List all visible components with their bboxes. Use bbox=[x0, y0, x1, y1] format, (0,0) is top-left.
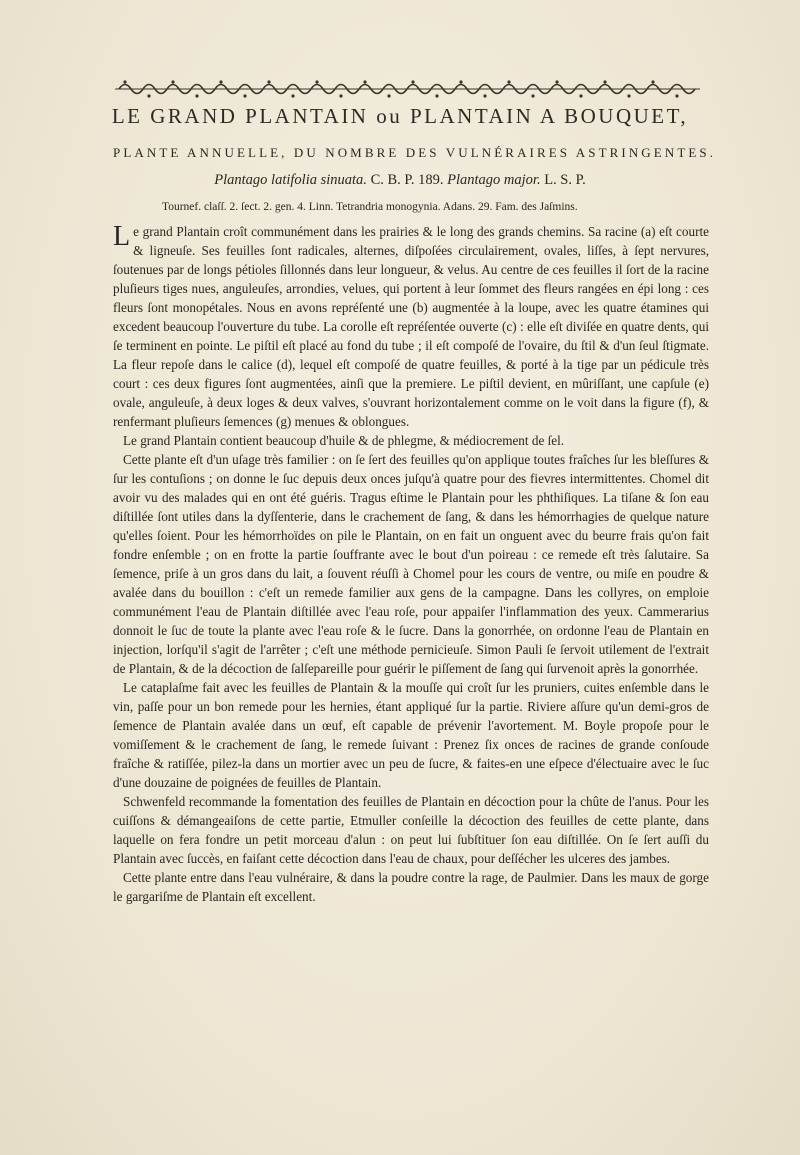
synonym-latifolia: Plantago latifolia sinuata. bbox=[214, 172, 367, 188]
paragraph-fomentation: Schwenfeld recommande la fomentation des feuilles de Plantain en décoction pour la chûte de l'anus. Pour les cuiſſons & démangeaiſons de cette partie, Etmuller conſeille la décoction des feuilles de cette plante, dans laquelle on fera fondre un petit morceau d'alun : on peut lui ſubſtituer ſon eau diſtillée. On ſe ſert auſſi du Plantain avec ſuccès, en faiſant cette décoction dans l'eau de chaux, pour deſſécher les ulceres des jambes. bbox=[113, 794, 709, 866]
paragraph-description-text: e grand Plantain croît communément dans les prairies & le long des grands chemins. Sa racine (a) eſt courte & ligneuſe. Ses feuilles ſont radicales, alternes, diſpoſées circulairement, ovales, liſſes, à ſept nervures, ſoutenues par de longs pétioles ſillonnés dans leur longueur, & velus. Au centre de ces feuilles il ſort de la racine pluſieurs tiges nues, anguleuſes, arrondies, velues, qui portent à leur ſommet des fleurs rangées en épi long : ces fleurs ſont monopétales. Nous en avons repréſenté une (b) augmentée à la loupe, avec les quatre étamines qui excedent beaucoup l'ouverture du tube. La corolle eſt repréſentée ouverte (c) : elle eſt diviſée en quatre dents, qui ſe terminent en pointe. Le piſtil eſt placé au fond du tube ; il eſt compoſé de l'ovaire, du ſtil & d'un ſeul ſtigmate. La fleur repoſe dans le calice (d), lequel eſt compoſé de quatre feuilles, & porté à la tige par un pédicule très court : ces deux figures ſont augmentées, ainſi que la premiere. Le piſtil devient, en mûriſſant, une capſule (e) ovale, anguleuſe, à deux loges & deux valves, s'ouvrant horizontalement comme on le voit dans la figure (f), & renfermant pluſieurs ſemences (g) menues & oblongues. bbox=[113, 224, 709, 429]
synonym-major: Plantago major. bbox=[447, 172, 541, 188]
paragraph-description bbox=[113, 222, 709, 431]
page-title: LE GRAND PLANTAIN ou PLANTAIN A BOUQUET, bbox=[111, 104, 689, 128]
body-text bbox=[113, 222, 709, 906]
botanical-synonyms bbox=[0, 172, 800, 189]
drop-cap: L bbox=[113, 221, 131, 252]
paragraph-composition: Le grand Plantain contient beaucoup d'huile & de phlegme, & médiocrement de ſel. bbox=[123, 433, 565, 448]
decorative-border bbox=[115, 78, 700, 100]
synonym-cbp: C. B. P. 189. bbox=[366, 172, 448, 188]
paragraph-cataplasm: Le cataplaſme fait avec les feuilles de Plantain & la mouſſe qui croît ſur les pruniers, cuites enſemble dans le vin, paſſe pour un bon remede pour les hernies, étant appliqué ſur la partie. Riviere aſſure qu'un demi-gros de ſemence de Plantain avalée dans un œuf, eſt capable de prévenir l'avortement. M. Boyle propoſe pour le vomiſſement & le crachement de ſang, le remede ſuivant : Prenez ſix onces de racines de grande conſoude fraîche & ratiſſée, pilez-la dans un mortier avec un peu de ſucre, & faites-en une eſpece d'électuaire avec le ſuc d'une douzaine de poignées de feuilles de Plantain. bbox=[113, 680, 709, 790]
paragraph-uses: Cette plante eſt d'un uſage très familier : on ſe ſert des feuilles qu'on applique toutes fraîches ſur les bleſſures & ſur les contuſions ; on donne le ſuc depuis deux onces juſqu'à quatre pour des fievres intermittentes. Chomel dit avoir vu des malades qui en ont été guéris. Tragus eſtime le Plantain pour les phthiſiques. La tiſane & ſon eau diſtillée ſont utiles dans la dyſſenterie, dans le crachement de ſang, & dans les hémorrhagies de quelque nature qu'elles ſoient. Pour les hémorrhoïdes on pile le Plantain, on en fait un onguent avec du beurre frais qu'on fait fondre enſemble ; on en frotte la partie ſouffrante avec le bout d'un poireau : ce remede eſt très ſalutaire. Sa ſemence, priſe à un gros dans du lait, a ſouvent réuſſi à Chomel pour les cours de ventre, ou miſe en poudre & avalée dans du bouillon : c'eſt un remede familier aux gens de la campagne. Dans les collyres, on emploie communément l'eau de Plantain diſtillée avec l'eau roſe, pour appaiſer l'inflammation des yeux. Cammerarius donnoit le ſuc de toute la plante avec l'eau roſe & le ſucre. Dans la gonorrhée, on ordonne l'eau de Plantain en injection, lorſqu'il s'agit de l'arrêter ; c'eſt une méthode pernicieuſe. Simon Pauli ſe ſervoit utilement de l'extrait de Plantain, & de la décoction de ſalſepareille pour guérir le piſſement de ſang qui ſurvenoit après la gonorrhée. bbox=[113, 452, 709, 676]
page-subtitle: PLANTE ANNUELLE, DU NOMBRE DES VULNÉRAIRES ASTRINGENTES. bbox=[113, 145, 717, 160]
paragraph-preparations: Cette plante entre dans l'eau vulnéraire, & dans la poudre contre la rage, de Paulmier. Dans les maux de gorge le gargariſme de Plantain eſt excellent. bbox=[113, 870, 709, 904]
classification-references: Tournef. claſſ. 2. ſect. 2. gen. 4. Linn. Tetrandria monogynia. Adans. 29. Fam. des Jaſmins. bbox=[162, 201, 578, 213]
synonym-lsp: L. S. P. bbox=[540, 172, 586, 188]
